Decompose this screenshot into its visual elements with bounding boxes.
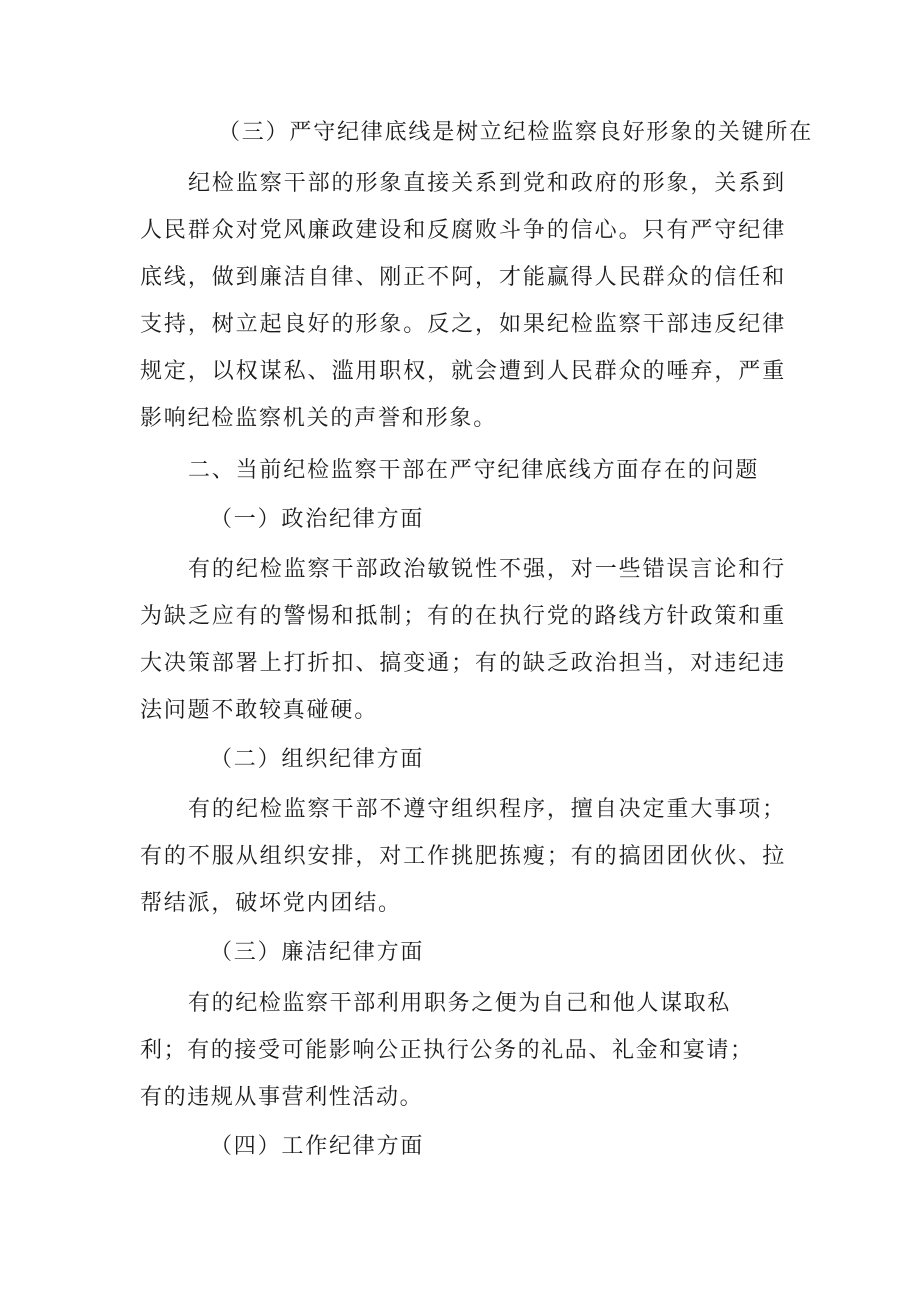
body-paragraph: 有的纪检监察干部政治敏锐性不强，对一些错误言论和行为缺乏应有的警惕和抵制；有的在执行党的路线方针政策和重大决策部署上打折扣、搞变通；有的缺乏政治担当，对违纪违法问题不敢较真碰硬。 — [140, 557, 786, 723]
section-heading: （一）政治纪律方面 — [210, 507, 425, 532]
section-heading: （四）工作纪律方面 — [210, 1134, 425, 1159]
section-heading: （三）廉洁纪律方面 — [210, 940, 425, 965]
section-heading: （二）组织纪律方面 — [210, 747, 425, 772]
section-heading: 二、当前纪检监察干部在严守纪律底线方面存在的问题 — [188, 458, 760, 483]
body-paragraph: 纪检监察干部的形象直接关系到党和政府的形象，关系到人民群众对党风廉政建设和反腐败斗争的信心。只有严守纪律底线，做到廉洁自律、刚正不阿，才能赢得人民群众的信任和支持，树立起良好的形象。反之，如果纪检监察干部违反纪律规定，以权谋私、滥用职权，就会遭到人民群众的唾弃，严重影响纪检监察机关的声誉和形象。 — [140, 171, 786, 431]
body-paragraph: 有的纪检监察干部利用职务之便为自己和他人谋取私利；有的接受可能影响公正执行公务的礼品、礼金和宴请；有的违规从事营利性活动。 — [140, 991, 754, 1110]
section-heading: （三）严守纪律底线是树立纪检监察良好形象的关键所在 — [218, 120, 814, 145]
body-paragraph: 有的纪检监察干部不遵守组织程序，擅自决定重大事项；有的不服从组织安排，对工作挑肥拣瘦；有的搞团团伙伙、拉帮结派，破坏党内团结。 — [140, 797, 786, 916]
